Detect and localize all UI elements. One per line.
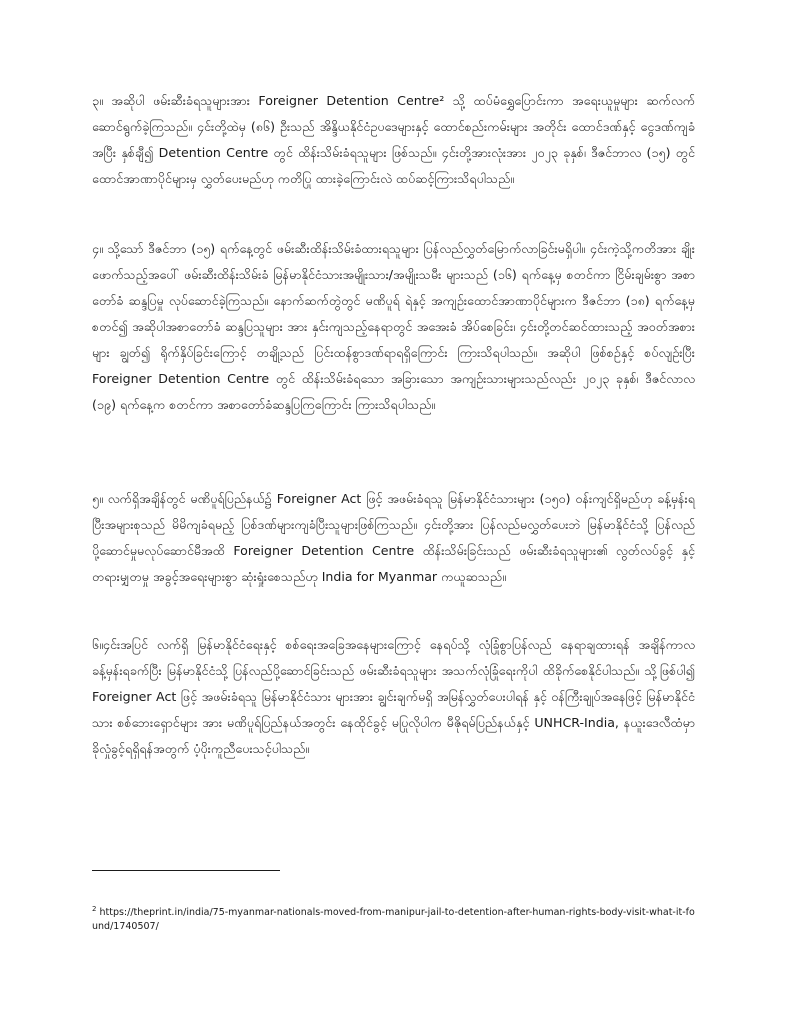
paragraph-3: ၃။ အဆိုပါ ဖမ်းဆီးခံရသူများအား Foreigner Detention Centre² သို့ ထပ်မံရွှေပြောင်းကာ အရေးယူမှုများ ဆက်လက်ဆောင်ရွက်ခဲ့ကြသည်။ ၄င်းတို့ထဲမှ (၈၆) ဦးသည် အိန္ဒိယနိုင်ငံဥပဒေများနှင့် ထောင်စည်းကမ်းများ အတိုင်း ထောင်ဒဏ်နှင့် ငွေဒဏ်ကျခံအပြီး နှစ်ချီ၍ Detention Centre တွင် ထိန်းသိမ်းခံရသူများ ဖြစ်သည်။ ၄င်းတို့အားလုံးအား ၂၀၂၃ ခုနှစ်၊ ဒီဇင်ဘာလ (၁၅) တွင် ထောင်အာဏာပိုင်များမှ လွှတ်ပေးမည်ဟု ကတိပြု ထားခဲ့ကြောင်းလဲ ထပ်ဆင့်ကြားသိရပါသည်။ (92, 93, 695, 186)
footnote-marker: 2 (92, 905, 97, 913)
paragraph-5: ၅။ လက်ရှိအချိန်တွင် မဏိပူရ်ပြည်နယ်၌ Foreigner Act ဖြင့် အဖမ်းခံရသူ မြန်မာနိုင်ငံသားများ (၁၅၀) ဝန်းကျင်ရှိမည်ဟု ခန့်မှန်းရပြီးအများစုသည် မိမိကျခံရမည့် ပြစ်ဒဏ်များကျခံပြီးသူများဖြစ်ကြသည်။ ၄င်းတို့အား ပြန်လည်မလွှတ်ပေးဘဲ မြန်မာနိုင်ငံသို့ ပြန်လည်ပို့ဆောင်မှုမလုပ်ဆောင်မီအထိ Foreigner Detention Centre ထိန်းသိမ်းခြင်းသည် ဖမ်းဆီးခံရသူများ၏ လွတ်လပ်ခွင့် နှင့် တရားမျှတမှု အခွင့်အရေးများစွာ ဆုံးရှုံးစေသည်ဟု India for Myanmar ကယူဆသည်။ (92, 491, 695, 584)
paragraph-4: ၄။ သို့သော် ဒီဇင်ဘာ (၁၅) ရက်နေ့တွင် ဖမ်းဆီးထိန်းသိမ်းခံထားရသူများ ပြန်လည်လွှတ်မြောက်လာခြင်းမရှိပါ။ ၄င်းကဲ့သို့ကတိအား ချိုးဖောက်သည့်အပေါ် ဖမ်းဆီးထိန်းသိမ်းခံ မြန်မာနိုင်ငံသားအမျိုးသား/အမျိုးသမီး များသည် (၁၆) ရက်နေ့မှ စတင်ကာ ငြိမ်းချမ်းစွာ အစာတော်ခံ ဆန္ဒပြမှု လုပ်ဆောင်ခဲ့ကြသည်။ နောက်ဆက်တွဲတွင် မဏိပူရ် ရဲနှင့် အကျဉ်းထောင်အာဏာပိုင်များက ဒီဇင်ဘာ (၁၈) ရက်နေ့မှစတင်၍ အဆိုပါအစာတော်ခံ ဆန္ဒပြသူများ အား နှင်းကျသည့်နေရာတွင် အအေးခံ အိပ်စေခြင်း၊ ၄င်းတို့တင်ဆင်ထားသည့် အဝတ်အစားများ ချွတ်၍ ရိုက်နှိပ်ခြင်းကြောင့် တချို့သည် ပြင်းထန်စွာဒဏ်ရာရရှိကြောင်း ကြားသိရပါသည်။ အဆိုပါ ဖြစ်စဉ်နှင့် စပ်လျဉ်းပြီး Foreigner Detention Centre တွင် ထိန်းသိမ်းခံရသော အခြားသော အကျဉ်းသားများသည်လည်း ၂၀၂၃ ခုနှစ်၊ ဒီဇင်လာလ (၁၉) ရက်နေ့က စတင်ကာ အစာတော်ခံဆန္ဒပြကြကြောင်း ကြားသိရပါသည်။ (92, 241, 695, 412)
footnote (92, 902, 695, 934)
footnote-divider (92, 870, 280, 871)
footnote-link[interactable]: https://theprint.in/india/75-myanmar-nationals-moved-from-manipur-jail-to-detention-after-human-rights-body-visit-what-it-found/1740507/ (92, 907, 695, 933)
paragraph-6: ၆။၄င်းအပြင် လက်ရှိ မြန်မာနိုင်ငံရေးနှင့် စစ်ရေးအခြေအနေများကြောင့် နေရပ်သို့ လုံခြုံစွာပြန်လည် နေရာချထားရန် အချိန်ကာလ ခန့်မှန်းရခက်ပြီး မြန်မာနိုင်ငံသို့ ပြန်လည်ပို့ဆောင်ခြင်းသည် ဖမ်းဆီးခံရသူများ အသက်လုံခြုံရေးကိုပါ ထိခိုက်စေနိုင်ပါသည်။ သို့ဖြစ်ပါ၍ Foreigner Act ဖြင့် အဖမ်းခံရသူ မြန်မာနိုင်ငံသား များအား ချွင်းချက်မရှိ အမြန်လွှတ်ပေးပါရန် နှင့် ဝန်ကြီးချုပ်အနေဖြင့် မြန်မာနိုင်ငံသား စစ်ဘေးရှောင်များ အား မဏိပူရ်ပြည်နယ်အတွင်း နေထိုင်ခွင့် မပြုလိုပါက မီဇိုရမ်ပြည်နယ်နှင့် UNHCR-India, နယူးဒေလီထံမှာ ခိုလှုံခွင့်ရရှိရန်အတွက် ပံ့ပိုးကူညီပေးသင့်ပါသည်။ (92, 637, 695, 756)
